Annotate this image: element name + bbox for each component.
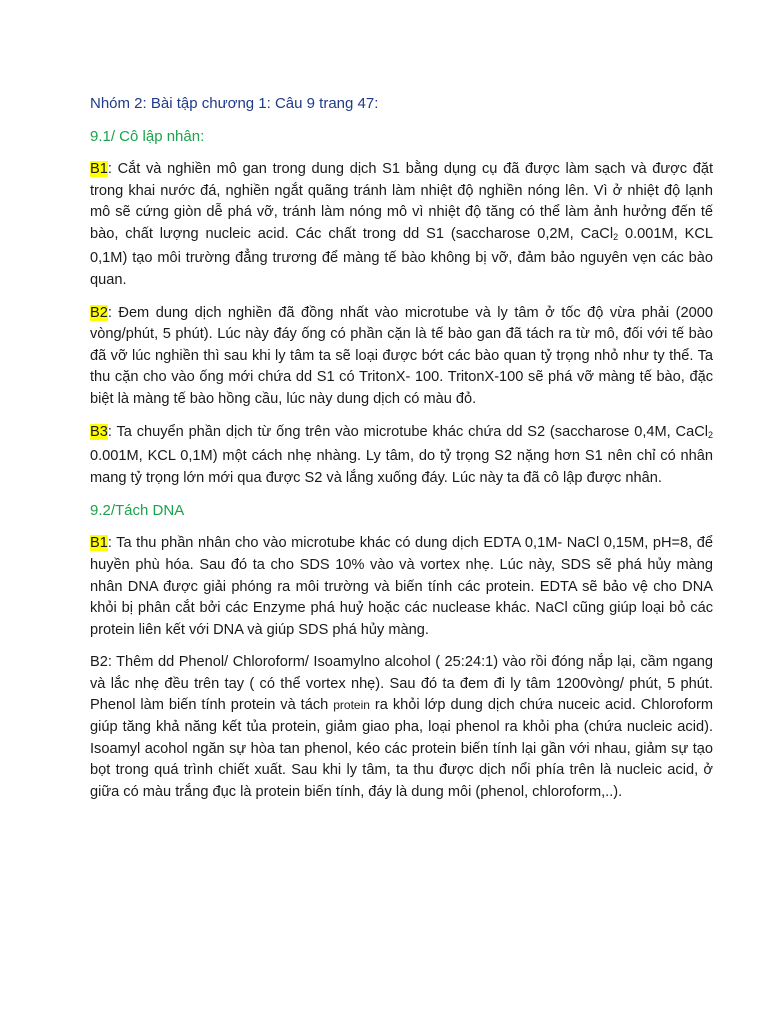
paragraph-step-b3-isolate — [90, 422, 713, 490]
paragraph-text: : Cắt và nghiền mô gan trong dung dịch S1 bằng dụng cụ đã được làm sạch và được đặt trong khai nước đá, nghiền ngắt quãng tránh làm nhiệt độ nghiền nóng lên. Vì ở nhiệt độ lạnh mô sẽ cứng giòn dễ phá vỡ, tránh làm nóng mô vì nhiệt độ tăng có thể làm ảnh hưởng đến tế bào, chất lượng nucleic acid. Các chất trong dd S1 (saccharose 0,2M, CaCl — [90, 161, 713, 242]
paragraph-text: : Ta chuyển phần dịch từ ống trên vào microtube khác chứa dd S2 (saccharose 0,4M, CaCl — [107, 423, 708, 440]
step-label-highlight: B1 — [90, 535, 108, 552]
section-heading-dna-extraction: 9.2/Tách DNA — [90, 502, 185, 520]
small-word: protein — [333, 698, 370, 713]
step-label-highlight: B3 — [90, 423, 108, 440]
paragraph-step-b2-isolate — [90, 303, 713, 411]
step-label-highlight: B1 — [90, 161, 108, 177]
step-label-highlight: B2 — [90, 304, 108, 321]
paragraph-step-b1-isolate — [90, 159, 713, 292]
paragraph-step-b1-dna — [90, 533, 713, 641]
section-heading-isolate-nucleus: 9.1/ Cô lập nhân: — [90, 128, 205, 145]
paragraph-text: : Đem dung dịch nghiền đã đồng nhất vào microtube và ly tâm ở tốc độ vừa phải (2000 vòng/phút, 5 phút). Lúc này đáy ống có phần cặn là tế bào gan đã tách ra từ mô, đối với tế bào đã vỡ lúc nghiền thì sau khi ly tâm ta sẽ loại được bớt các bào quan tỷ trọng nhỏ như ty thể. Ta thu cặn cho vào ống mới chứa dd S1 có TritonX- 100. TritonX-100 sẽ phá vỡ màng tế bào, đặc biệt là màng tế bào hồng cầu, lúc này dung dịch có màu đỏ. — [90, 304, 713, 407]
paragraph-text: : Ta thu phần nhân cho vào microtube khác có dung dịch EDTA 0,1M- NaCl 0,15M, pH=8, để huyền phù hóa. Sau đó ta cho SDS 10% vào và vortex nhẹ. Lúc này, SDS sẽ phá hủy màng nhân DNA được giải phóng ra môi trường và biến tính các protein. EDTA sẽ bảo vệ cho DNA khỏi bị phân cắt bởi các Enzyme phá huỷ hoặc các nuclease khác. NaCl cũng giúp loại bỏ các protein liên kết với DNA và giúp SDS phá hủy màng. — [90, 535, 713, 638]
paragraph-text: ra khỏi lớp dung dịch chứa nuceic acid. Chloroform giúp tăng khả năng kết tủa protein, giảm giao pha, loại phenol ra khỏi pha (chứa nucleic acid). Isoamyl acohol ngăn sự hòa tan phenol, kéo các protein biến tính lại gần với nhau, giảm sự tạo bọt trong quá trình chiết xuất. Sau khi ly tâm, ta thu được dịch nổi phía trên là nucleic acid, ở giữa có màu trắng đục là protein biến tính, đáy là dung môi (phenol, chloroform,..). — [90, 697, 713, 800]
document-title: Nhóm 2: Bài tập chương 1: Câu 9 trang 47: — [90, 95, 379, 112]
paragraph-text: B2: Thêm dd Phenol/ Chloroform/ Isoamylno alcohol ( 25:24:1) vào rồi đóng nắp lại, cầm ngang và lắc nhẹ đều trên tay ( có thể vortex nhẹ). Sau đó ta đem đi ly tâm 1200vòng/ phút, 5 phút. Phenol làm biến tính protein và tách — [90, 654, 713, 714]
subscript: 2 — [707, 429, 713, 440]
paragraph-text: 0.001M, KCL 0,1M) tạo môi trường đẳng trương để màng tế bào không bị vỡ, đảm bảo nguyên vẹn các bào quan. — [90, 225, 713, 288]
subscript: 2 — [613, 231, 619, 242]
paragraph-step-b2-dna — [90, 652, 713, 803]
paragraph-text: 0.001M, KCL 0,1M) một cách nhẹ nhàng. Ly tâm, do tỷ trọng S2 nặng hơn S1 nên chỉ có nhân mang tỷ trọng lớn mới qua được S2 và lắng xuống đáy. Lúc này ta đã cô lập được nhân. — [90, 448, 713, 486]
